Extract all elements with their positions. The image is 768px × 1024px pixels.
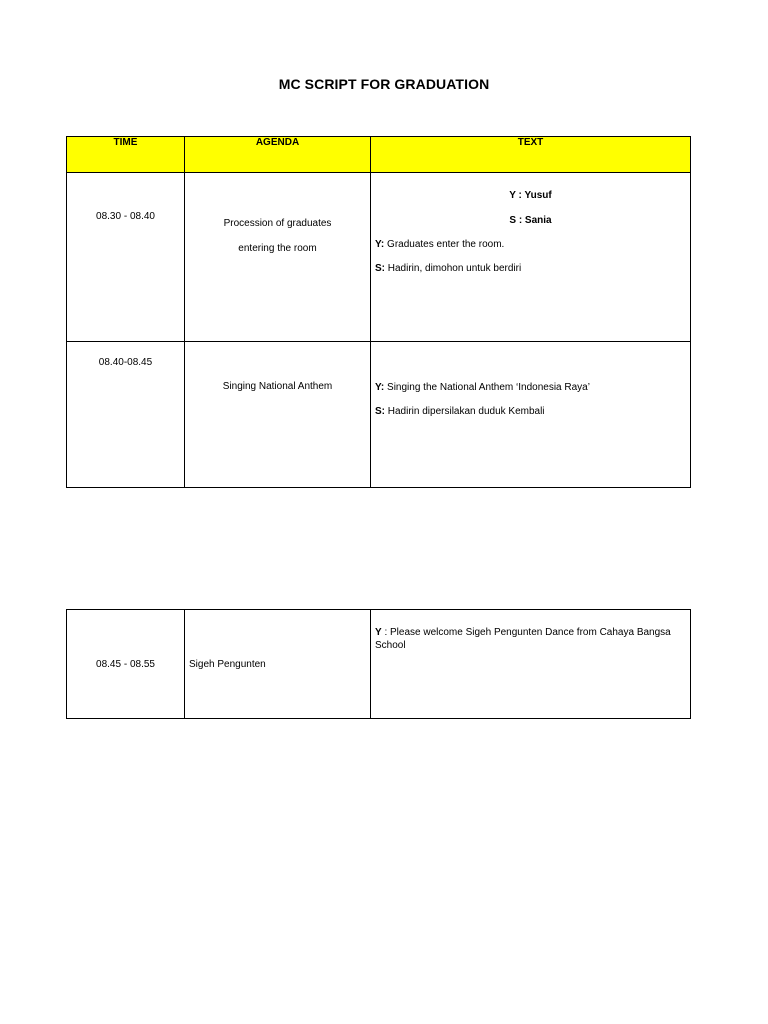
script-text: Hadirin, dimohon untuk berdiri <box>385 263 522 274</box>
time-cell: 08.30 - 08.40 <box>67 173 185 342</box>
script-text: Singing the National Anthem ‘Indonesia Raya’ <box>384 382 590 393</box>
script-text: : Please welcome Sigeh Pengunten Dance from Cahaya Bangsa School <box>375 627 671 651</box>
header-agenda: AGENDA <box>185 137 371 173</box>
speaker-tag: Y: <box>375 382 385 393</box>
table-row <box>67 610 691 719</box>
agenda-line: Procession of graduates <box>223 218 332 229</box>
agenda-cell <box>185 173 371 342</box>
speaker-tag: Y: <box>375 239 385 250</box>
text-cell <box>371 342 691 488</box>
table-row <box>67 173 691 342</box>
document-title: MC SCRIPT FOR GRADUATION <box>278 76 490 92</box>
script-text: Graduates enter the room. <box>384 239 505 250</box>
text-cell <box>371 173 691 342</box>
table-row <box>67 342 691 488</box>
agenda-line: entering the room <box>238 243 317 254</box>
agenda-cell: Singing National Anthem <box>185 342 371 488</box>
time-cell: 08.40-08.45 <box>67 342 185 488</box>
header-time: TIME <box>67 137 185 173</box>
time-cell: 08.45 - 08.55 <box>67 610 185 719</box>
speaker-sania: S : Sania <box>509 215 552 226</box>
header-text: TEXT <box>371 137 691 173</box>
mc-script-table-continued <box>66 609 691 719</box>
script-line <box>375 376 686 400</box>
agenda-cell: Sigeh Pengunten <box>185 610 371 719</box>
speaker-tag: S: <box>375 263 385 274</box>
script-line <box>375 233 686 257</box>
text-cell <box>371 610 691 719</box>
script-line <box>375 400 686 424</box>
table-header-row <box>67 137 691 173</box>
mc-script-table <box>66 136 691 488</box>
script-text: Hadirin dipersilakan duduk Kembali <box>385 406 545 417</box>
speaker-tag: S: <box>375 406 385 417</box>
speaker-tag: Y <box>375 627 382 638</box>
script-line <box>375 257 686 281</box>
speaker-yusuf: Y : Yusuf <box>509 190 552 201</box>
